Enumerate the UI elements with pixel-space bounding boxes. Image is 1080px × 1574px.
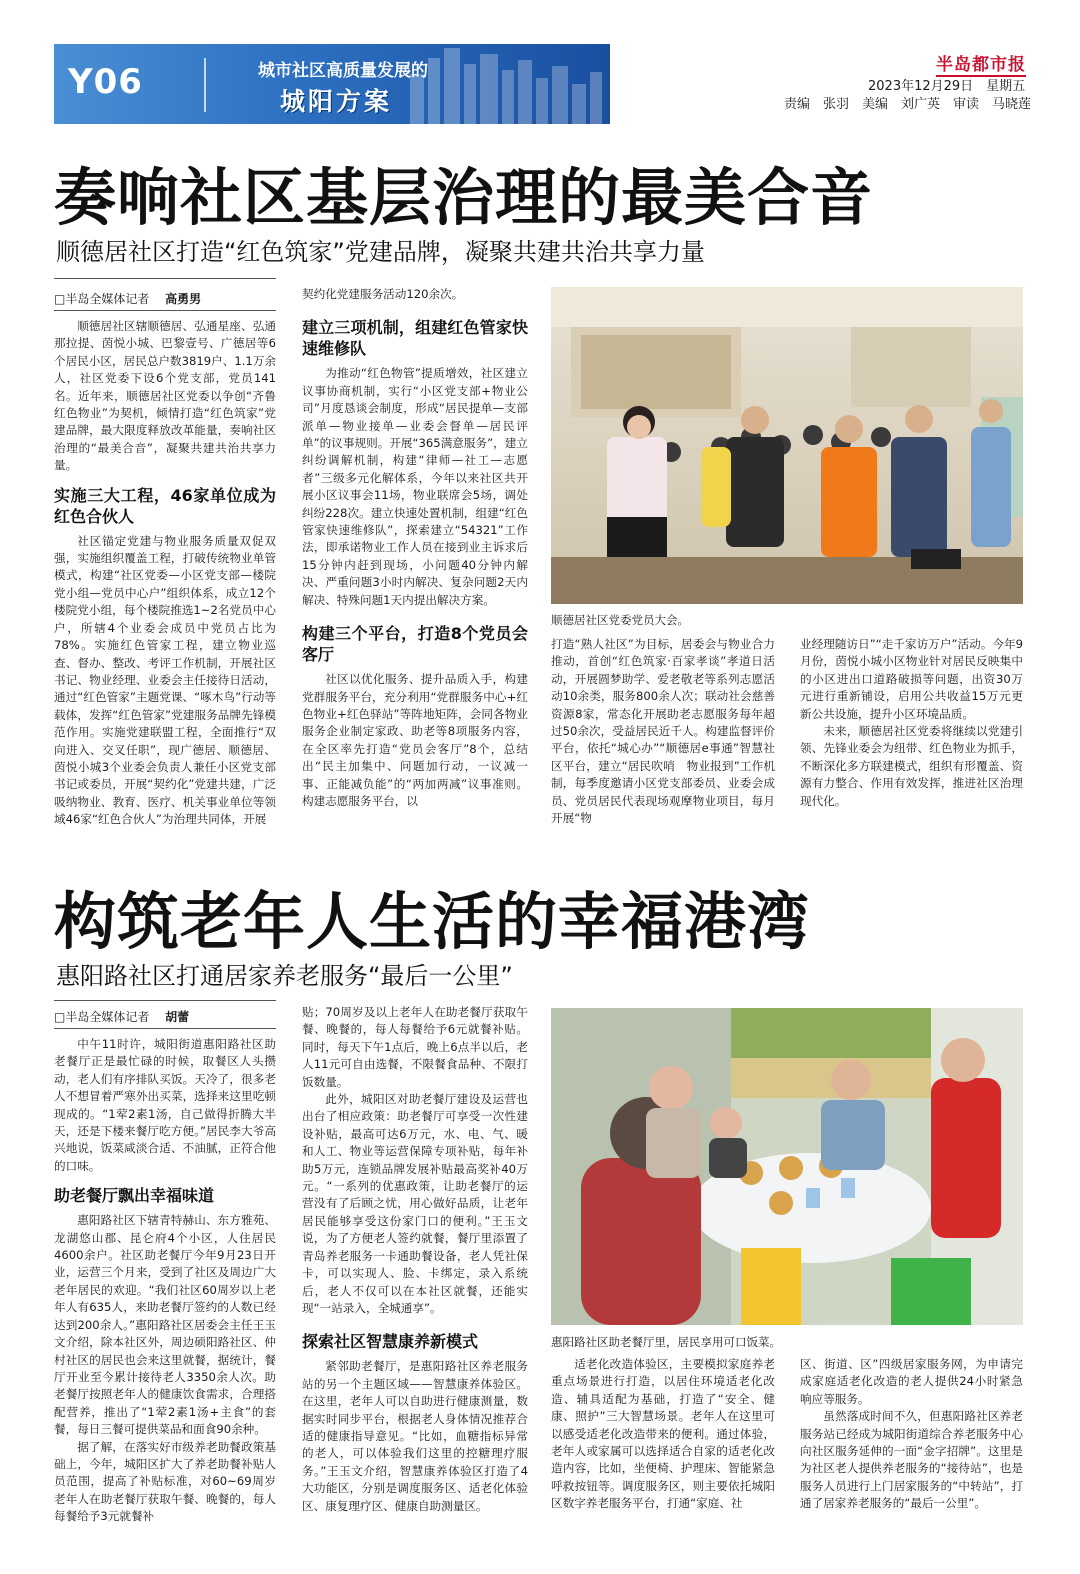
article2-subheadline: 惠阳路社区打通居家养老服务“最后一公里” xyxy=(56,962,513,990)
article2-column-1 xyxy=(54,1036,276,1554)
article1-byline xyxy=(54,290,201,307)
column-banner xyxy=(54,44,610,124)
page-number: Y06 xyxy=(68,62,143,102)
editor-credits: 责编 张羽 美编 刘广英 审读 马晓莲 xyxy=(784,97,1032,112)
article1-subheading-1: 实施三大工程，46家单位成为红色合伙人 xyxy=(54,485,276,526)
article2-paragraph: 惠阳路社区下辖青特赫山、东方雅苑、龙湖悠山郡、昆仑府4个小区，人住居民4600余户。社区助老餐厅今年9月23日开业，运营三个月来，受到了社区及周边广大老年居民的欢迎。“我们社区60周岁以上老年人有635人，来助老餐厅签约的人数已经达到200余人。”惠阳路社区居委会主任王玉文介绍，除本社区外，周边硕阳路社区、仲村社区的居民也会来这里就餐，据统计，餐厅开业至今累计接待老人3350余人次。助老餐厅按照老年人的健康饮食需求，合理搭配营养，推出了“1荤2素1汤+主食”的套餐，每日三餐可提供菜品和面食90余种。 xyxy=(54,1213,276,1437)
article1-paragraph: 社区以优化服务、提升品质入手，构建党群服务平台，充分利用“党群服务中心+红色物业+红色驿站”等阵地矩阵，会同各物业服务企业制定家政、助老等8项服务内容，在全区率先打造“党员会客厅”8个，总结出“民主加集中、问题加行动，一议减一事、正能减负能”的“两加两减”议事准则。构建志愿服务平台，以 xyxy=(302,672,528,808)
article1-paragraph: 未来，顺德居社区党委将继续以党建引领、先锋业委会为纽带、红色物业为抓手，不断深化多方联建模式，组织有形覆盖、资源有力整合、作用有效发挥，推进社区治理现代化。 xyxy=(800,724,1023,808)
article1-paragraph: 打造“熟人社区”为目标，居委会与物业合力推动，首创“红色筑家·百家孝谈”孝道日活动，开展圆梦助学、爱老敬老等系列志愿活动10余类，服务800余人次；联动社会慈善资源8家，常态化开展助老志愿服务每年超过50余次，受益居民近千人。构建监督评价平台，依托“城心办”“顺德居e事通”智慧社区平台，建立“居民吹哨 物业报到”工作机制，每季度邀请小区党支部委员、业委会成员、党员居民代表现场观摩物业项目，每月开展“物 xyxy=(551,637,775,826)
article2-paragraph: 紧邻助老餐厅，是惠阳路社区养老服务站的另一个主题区域——智慧康养体验区。在这里，老年人可以自助进行健康测量，数据实时同步平台，根据老人身体情况推荐合适的健康指导意见。“比如，血糖指标异常的老人，可以体验我们这里的控糖理疗服务。”王玉文介绍，智慧康养体验区打造了4大功能区，分别是调度服务区、适老化体验区、康复理疗区、健康自助测量区。 xyxy=(302,1359,528,1513)
article1-paragraph: 契约化党建服务活动120余次。 xyxy=(302,287,464,301)
article1-intro: 顺德居社区辖顺德居、弘通星座、弘通那拉提、茵悦小城、巴黎壹号、广德居等6个居民小区，居民总户数3819户、1.1万余人，社区党委下设6个党支部，党员141名。近年来，顺德居社区党委以争创“齐鲁红色物业”为契机，倾情打造“红色筑家”党建品牌，最大限度释放改革能量，奏响社区治理的“最美合音”，凝聚共建共治共享力量。 xyxy=(54,319,276,473)
article1-photo-caption: 顺德居社区党委党员大会。 xyxy=(551,613,689,627)
elderly-dining-photo xyxy=(551,1008,1023,1325)
article1-paragraph: 社区锚定党建与物业服务质量双促双强，实施组织覆盖工程，打破传统物业单管模式，构建“社区党委—小区党支部—楼院党小组—党员中心户”组织体系，成立12个楼院党小组，每个楼院推选1~2名党员中心户，所辖4个业委会成员中党员占比为78%。实施红色管家工程，建立物业巡查、督办、整改、考评工作机制，开展社区书记、物业经理、业委会主任接待日活动，通过“红色管家”主题党课、“啄木鸟”行动等载体，发挥“红色管家”党建服务品牌先锋模范作用。实施党建联盟工程，全面推行“双向进入、交叉任职”，现广德居、顺德居、茵悦小城3个业委会负责人兼任小区党支部书记或委员，开展“契约化”党建共建，广泛吸纳物业、教育、医疗、机关事业单位等领域46家“红色合伙人”为治理共同体，开展 xyxy=(54,533,276,827)
article2-column-3 xyxy=(551,1356,775,1554)
issue-date: 2023年12月29日 星期五 xyxy=(868,79,1026,94)
byline-name: 高勇男 xyxy=(165,292,202,306)
column-name: 城阳方案 xyxy=(280,87,393,116)
article2-subheading-2: 探索社区智慧康养新模式 xyxy=(302,1332,479,1352)
article2-column-2 xyxy=(302,1004,528,1554)
article2-byline xyxy=(54,1008,189,1025)
article2-paragraph: 此外，城阳区对助老餐厅建设及运营也出台了相应政策：助老餐厅可享受一次性建设补贴，最高可达6万元，水、电、气、暖和人工、物业等运营保障专项补贴，每年补助5万元，连锁品牌发展补贴最高奖补40万元。“一系列的优惠政策，让助老餐厅的运营没有了后顾之忧，用心做好品质，让老年居民能够享受这份家门口的便利。”王玉文说，为了方便老人签约就餐，餐厅里添置了青岛养老服务一卡通助餐设备，老人凭社保卡，可以实现人、脸、卡绑定，录入系统后，老人不仅可以在本社区就餐，还能实现“一站录入，全城通享”。 xyxy=(302,1092,528,1315)
byline-rule xyxy=(54,278,276,279)
article1-photo xyxy=(551,287,1023,604)
article1-column-2 xyxy=(302,286,528,830)
article2-intro: 中午11时许，城阳街道惠阳路社区助老餐厅正是最忙碌的时候，取餐区人头攒动，老人们有序排队买饭。天冷了，很多老人不想冒着严寒外出买菜，选择来这里吃顿现成的。“1荤2素1汤，自己做得折腾大半天，还是下楼来餐厅吃方便。”居民李大爷高兴地说，饭菜咸淡合适、不油腻，正符合他的口味。 xyxy=(54,1037,276,1173)
byline-rule xyxy=(54,1000,276,1001)
article2-paragraph: 适老化改造体验区，主要模拟家庭养老重点场景进行打造，以居住环境适老化改造、辅具适配为基础，打造了“安全、健康、照护”三大智慧场景。老年人在这里可以感受适老化改造带来的便利。通过体验，老年人或家属可以选择适合自家的适老化改造内容，比如，坐便椅、护理床、智能紧急呼救按钮等。调度服务区，则主要依托城阳区数字养老服务平台，打通“家庭、社 xyxy=(551,1357,775,1511)
article1-subheading-3: 构建三个平台，打造8个党员会客厅 xyxy=(302,624,528,665)
article2-photo-caption: 惠阳路社区助老餐厅里，居民享用可口饭菜。 xyxy=(551,1335,781,1349)
article2-headline: 构筑老年人生活的幸福港湾 xyxy=(54,885,811,958)
article2-column-4 xyxy=(800,1356,1023,1554)
article2-paragraph: 虽然落成时间不久，但惠阳路社区养老服务站已经成为城阳街道综合养老服务中心向社区服务延伸的一面“金字招牌”。这里是为社区老人提供养老服务的“接待站”，也是服务人员进行上门居家服务的“中转站”，打通了居家养老服务的“最后一公里”。 xyxy=(800,1409,1023,1511)
byline-rule xyxy=(54,1028,276,1029)
article1-subheading-2: 建立三项机制，组建红色管家快速维修队 xyxy=(302,318,528,359)
party-meeting-photo xyxy=(551,287,1023,604)
article1-column-3 xyxy=(551,636,775,830)
byline-rule xyxy=(54,310,276,311)
byline-prefix: □半岛全媒体记者 xyxy=(54,1010,150,1024)
article2-paragraph: 据了解，在落实好市级养老助餐政策基础上，今年，城阳区扩大了养老助餐补贴人员范围，提高了补贴标准，对60~69周岁老年人在助老餐厅获取午餐、晚餐的，每人每餐给予3元就餐补 xyxy=(54,1439,276,1524)
article1-paragraph: 为推动“红色物管”提质增效，社区建立议事协商机制，实行“小区党支部+物业公司”月度恳谈会制度，形成“居民提单—支部派单—物业接单—业委会督单—居民评单”的议事规则。开展“365满意服务”，建立纠纷调解机制，构建“律师—社工—志愿者”三级多元化解体系，今年以来社区共开展小区议事会11场，物业联席会5场，调处纠纷228次。建立快速处置机制，组建“红色管家快速维修队”，探索建立“54321”工作法，即承诺物业工作人员在接到业主诉求后15分钟内赶到现场，小问题40分钟内解决、严重问题3小时内解决、复杂问题2天内解决、特殊问题1天内提出解决方案。 xyxy=(302,366,528,607)
header-divider xyxy=(204,58,206,112)
article1-headline: 奏响社区基层治理的最美合音 xyxy=(54,161,874,234)
masthead-logo: 半岛都市报 xyxy=(936,50,1026,77)
article1-column-4 xyxy=(800,636,1023,830)
article2-photo xyxy=(551,1008,1023,1325)
article2-paragraph: 区、街道、区”四级居家服务网，为申请完成家庭适老化改造的老人提供24小时紧急响应等服务。 xyxy=(800,1357,1023,1406)
byline-name: 胡蕾 xyxy=(165,1010,190,1024)
byline-prefix: □半岛全媒体记者 xyxy=(54,292,150,306)
article2-subheading-1: 助老餐厅飘出幸福味道 xyxy=(54,1186,215,1206)
article2-paragraph: 贴；70周岁及以上老年人在助老餐厅获取午餐、晚餐的，每人每餐给予6元就餐补贴。同时，每天下午1点后，晚上6点半以后，老人11元可自由选餐，不限餐食品种、不限打饭数量。 xyxy=(302,1005,528,1089)
article1-subheadline: 顺德居社区打造“红色筑家”党建品牌，凝聚共建共治共享力量 xyxy=(56,238,705,266)
article1-column-1 xyxy=(54,318,276,830)
article1-paragraph: 业经理随访日”“走千家访万户”活动。今年9月份，茵悦小城小区物业针对居民反映集中的小区进出口道路破损等问题，出资30万元进行重新铺设，启用公共收益15万元更新公共设施，提升小区环境品质。 xyxy=(800,637,1023,721)
column-subtitle: 城市社区高质量发展的 xyxy=(258,61,428,81)
